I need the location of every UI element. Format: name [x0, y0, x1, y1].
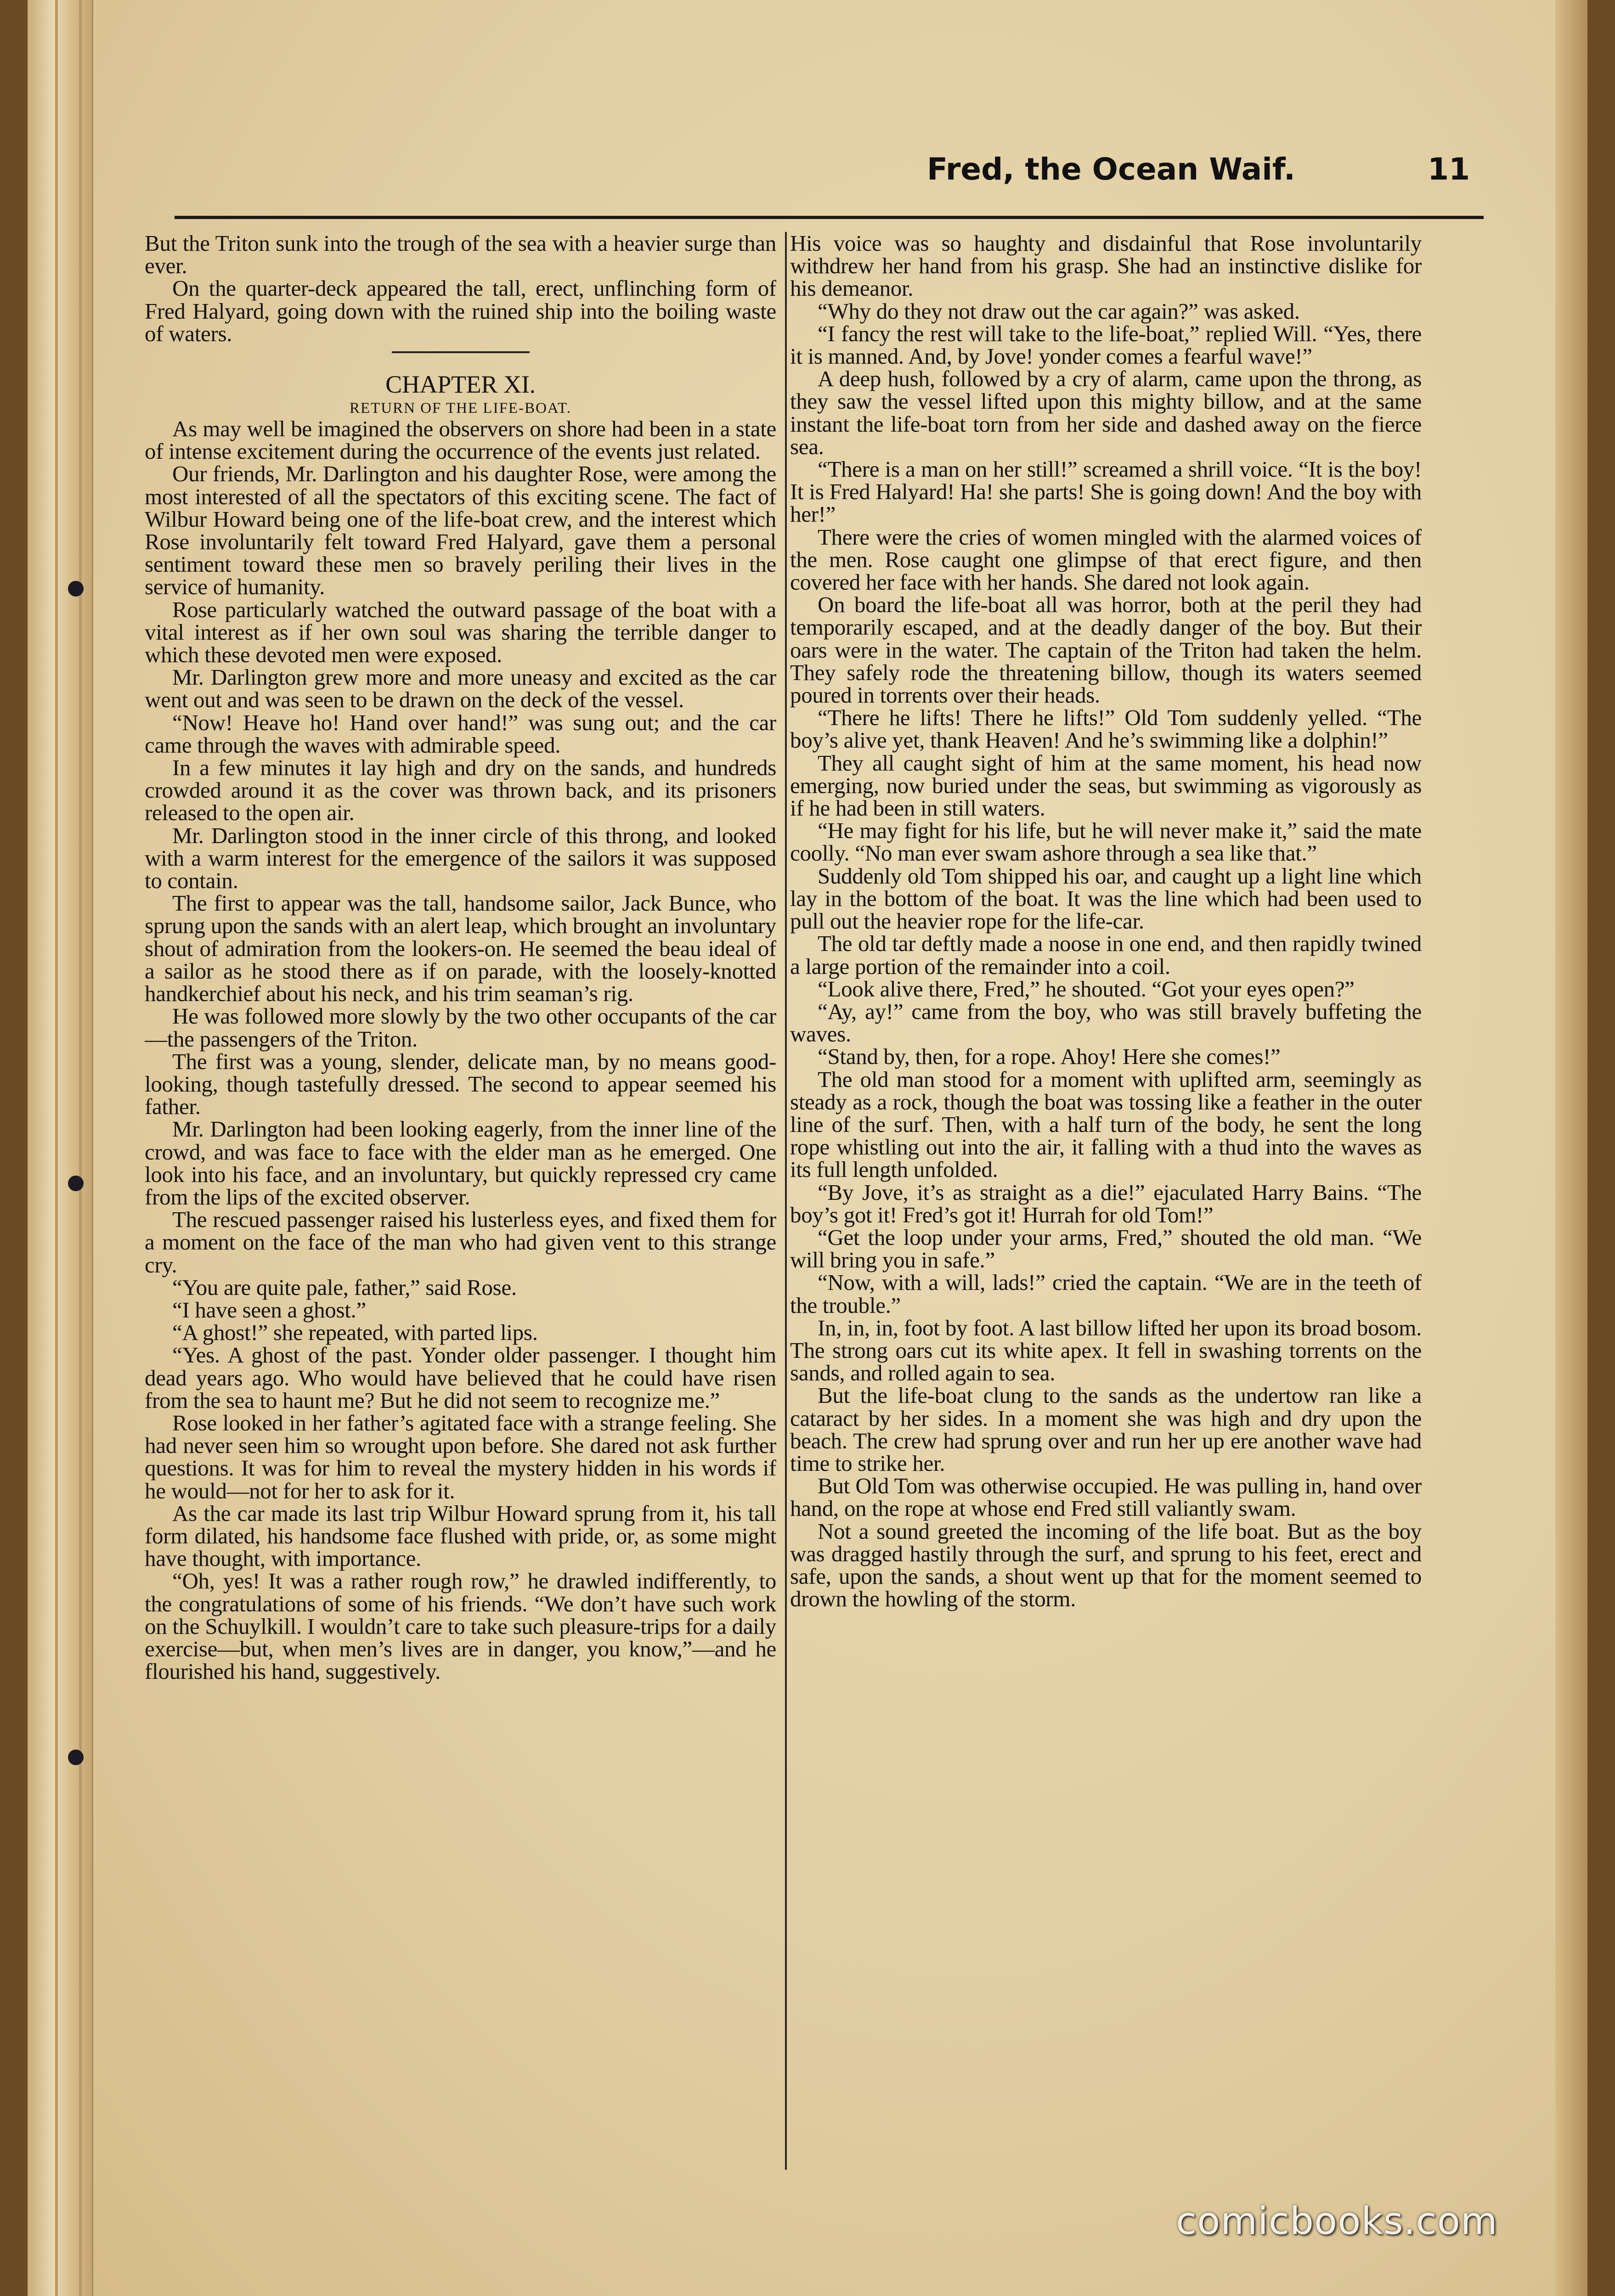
paragraph: “Ay, ay!” came from the boy, who was still bravely buffeting the waves.	[790, 998, 1422, 1047]
chapter-title: CHAPTER XI.	[385, 371, 536, 399]
paragraph: On the quarter-deck appeared the tall, erect, unflinching form of Fred Halyard, going down with the ruined ship into the boiling waste of waters.	[145, 276, 776, 346]
section-rule	[392, 351, 530, 353]
paragraph: A deep hush, followed by a cry of alarm, came upon the throng, as they saw the vessel lifted upon this mighty billow, and at the same instant the life-boat torn from her side and dashed away on the fierce sea.	[790, 366, 1422, 459]
paragraph: The old man stood for a moment with uplifted arm, seemingly as steady as a rock, though the boat was tossing like a feather in the outer line of the surf. Then, with a half turn of the body, he sent the long rope whistling out into the air, it falling with a thud into the waves as its full length unfolded.	[790, 1066, 1422, 1182]
paragraph: His voice was so haughty and disdainful that Rose involuntarily withdrew her hand from his grasp. She had an instinctive dislike for his demeanor.	[790, 232, 1422, 301]
paragraph: On board the life-boat all was horror, both at the peril they had temporarily escaped, and at the deadly danger of the boy. But their oars were in the water. The captain of the Triton had taken the helm. They safely rode the threatening billow, though its waters seemed poured in torrents over their heads.	[790, 592, 1422, 708]
binding-line	[55, 0, 58, 2296]
paragraph: “By Jove, it’s as straight as a die!” ejaculated Harry Bains. “The boy’s got it! Fred’s got it! Hurrah for old Tom!”	[790, 1179, 1422, 1227]
paragraph: “Look alive there, Fred,” he shouted. “Got your eyes open?”	[818, 976, 1355, 1002]
chapter-subtitle: RETURN OF THE LIFE-BOAT.	[349, 400, 572, 417]
paragraph: “There is a man on her still!” screamed a shrill voice. “It is the boy! It is Fred Halyard! Ha! she parts! She is going down! And the boy with her!”	[790, 456, 1422, 527]
paragraph: “Stand by, then, for a rope. Ahoy! Here she comes!”	[818, 1044, 1281, 1069]
paragraph: Rose particularly watched the outward passage of the boat with a vital interest as if her own soul was sharing the terrible danger to which these devoted men were exposed.	[145, 597, 776, 668]
paragraph: They all caught sight of him at the same moment, his head now emerging, now buried under the seas, but swimming as vigorously as if he had been in still waters.	[790, 750, 1422, 821]
paragraph: “Oh, yes! It was a rather rough row,” he drawled indifferently, to the congratulations of some of his friends. “We don’t have such work on the Schuylkill. I wouldn’t care to take such pleasure-trips for a daily exercise—but, when men’s lives are in danger, you know,”—and he flourished his hand, suggestively.	[145, 1568, 776, 1684]
header-rule	[175, 216, 1484, 219]
paragraph: “Now, with a will, lads!” cried the captain. “We are in the teeth of the trouble.”	[790, 1270, 1422, 1318]
paragraph: The old tar deftly made a noose in one end, and then rapidly twined a large portion of the remainder into a coil.	[790, 931, 1422, 979]
paragraph: “Why do they not draw out the car again?” was asked.	[818, 298, 1300, 324]
paragraph: Our friends, Mr. Darlington and his daughter Rose, were among the most interested of all the spectators of this exciting scene. The fact of Wilbur Howard being one of the life-boat crew, and the interest which Rose involuntarily felt toward Fred Halyard, gave them a personal sentiment toward these men so bravely periling their lives in the service of humanity.	[145, 461, 776, 600]
binding-stitch-hole	[68, 581, 84, 597]
paragraph: The first to appear was the tall, handsome sailor, Jack Bunce, who sprung upon the sands with an alert leap, which brought an involuntary shout of admiration from the lookers-on. He seemed the beau ideal of a sailor as he stood there as if on parade, with the loosely-knotted handkerchief about his neck, and his trim seaman’s rig.	[145, 890, 776, 1007]
watermark: comicbooks.com	[1176, 2200, 1498, 2243]
paragraph: Rose looked in her father’s agitated face with a strange feeling. She had never seen him so wrought upon before. She dared not ask further questions. It was for him to reveal the mystery hidden in his words if he would—not for her to ask for it.	[145, 1410, 776, 1503]
paragraph: Suddenly old Tom shipped his oar, and caught up a light line which lay in the bottom of the boat. It was the line which had been used to pull out the heavier rope for the life-car.	[790, 863, 1422, 934]
paragraph: But the Triton sunk into the trough of the sea with a heavier surge than ever.	[145, 232, 776, 279]
paragraph: Not a sound greeted the incoming of the life boat. But as the boy was dragged hastily through the surf, and sprung to his feet, erect and safe, upon the sands, a shout went up that for the moment seemed to drown the howling of the storm.	[790, 1518, 1422, 1612]
paragraph: “A ghost!” she repeated, with parted lips.	[172, 1320, 538, 1345]
column-divider	[785, 232, 787, 2170]
paragraph: “Get the loop under your arms, Fred,” shouted the old man. “We will bring you in safe.”	[790, 1224, 1422, 1273]
paragraph: “Yes. A ghost of the past. Yonder older passenger. I thought him dead years ago. Who would have believed that he could have risen from the sea to haunt me? But he did not seem to recognize me.”	[145, 1342, 776, 1413]
left-column	[145, 232, 776, 2156]
paragraph: “I fancy the rest will take to the life-boat,” replied Will. “Yes, there it is manned. And, by Jove! yonder comes a fearful wave!”	[790, 321, 1422, 369]
paragraph: The first was a young, slender, delicate man, by no means good-looking, though tastefully dressed. The second to appear seemed his father.	[145, 1048, 776, 1120]
paragraph: Mr. Darlington stood in the inner circle of this throng, and looked with a warm interest for the emergence of the sailors it was supposed to contain.	[145, 822, 776, 894]
binding-line	[79, 0, 82, 2296]
paragraph: “Now! Heave ho! Hand over hand!” was sung out; and the car came through the waves with admirable speed.	[145, 709, 776, 758]
paragraph: The rescued passenger raised his lusterless eyes, and fixed them for a moment on the face of the man who had given vent to this strange cry.	[145, 1207, 776, 1277]
paragraph: “He may fight for his life, but he will never make it,” said the mate coolly. “No man ever swam ashore through a sea like that.”	[790, 818, 1422, 866]
page-number: 11	[1428, 152, 1470, 187]
binding-stitch-hole	[68, 1176, 84, 1191]
paragraph: He was followed more slowly by the two other occupants of the car—the passengers of the Triton.	[145, 1003, 776, 1052]
running-head-title: Fred, the Ocean Waif.	[926, 152, 1295, 187]
paragraph: In, in, in, foot by foot. A last billow lifted her upon its broad bosom. The strong oars cut its white apex. It fell in swashing torrents on the sands, and rolled again to sea.	[790, 1315, 1422, 1386]
paragraph: In a few minutes it lay high and dry on the sands, and hundreds crowded around it as the cover was thrown back, and its prisoners released to the open air.	[145, 755, 776, 826]
binding-stitch-hole	[68, 1750, 84, 1765]
page-binding	[28, 0, 93, 2296]
paragraph: But the life-boat clung to the sands as the undertow ran like a cataract by her sides. In a moment she was high and dry upon the beach. The crew had sprung over and run her up ere another wave had time to strike her.	[790, 1383, 1422, 1476]
right-column	[790, 232, 1422, 2156]
paragraph: As the car made its last trip Wilbur Howard sprung from it, his tall form dilated, his handsome face flushed with pride, or, as some might have thought, with importance.	[145, 1500, 776, 1571]
paragraph: “You are quite pale, father,” said Rose.	[172, 1274, 517, 1300]
paragraph: As may well be imagined the observers on shore had been in a state of intense excitement during the occurrence of the events just related.	[145, 416, 776, 464]
paragraph: There were the cries of women mingled with the alarmed voices of the men. Rose caught one glimpse of that erect figure, and then covered her face with her hands. She dared not look again.	[790, 524, 1422, 595]
paragraph: “I have seen a ghost.”	[172, 1297, 366, 1322]
paragraph: Mr. Darlington grew more and more uneasy and excited as the car went out and was seen to be drawn on the deck of the vessel.	[145, 664, 776, 713]
paragraph: Mr. Darlington had been looking eagerly, from the inner line of the crowd, and was face to face with the elder man as he emerged. One look into his face, and an involuntary, but quickly repressed cry came from the lips of the excited observer.	[145, 1116, 776, 1210]
paragraph: “There he lifts! There he lifts!” Old Tom suddenly yelled. “The boy’s alive yet, thank Heaven! And he’s swimming like a dolphin!”	[790, 705, 1422, 753]
page-edge	[1555, 0, 1587, 2296]
paragraph: But Old Tom was otherwise occupied. He was pulling in, hand over hand, on the rope at whose end Fred still valiantly swam.	[790, 1473, 1422, 1521]
